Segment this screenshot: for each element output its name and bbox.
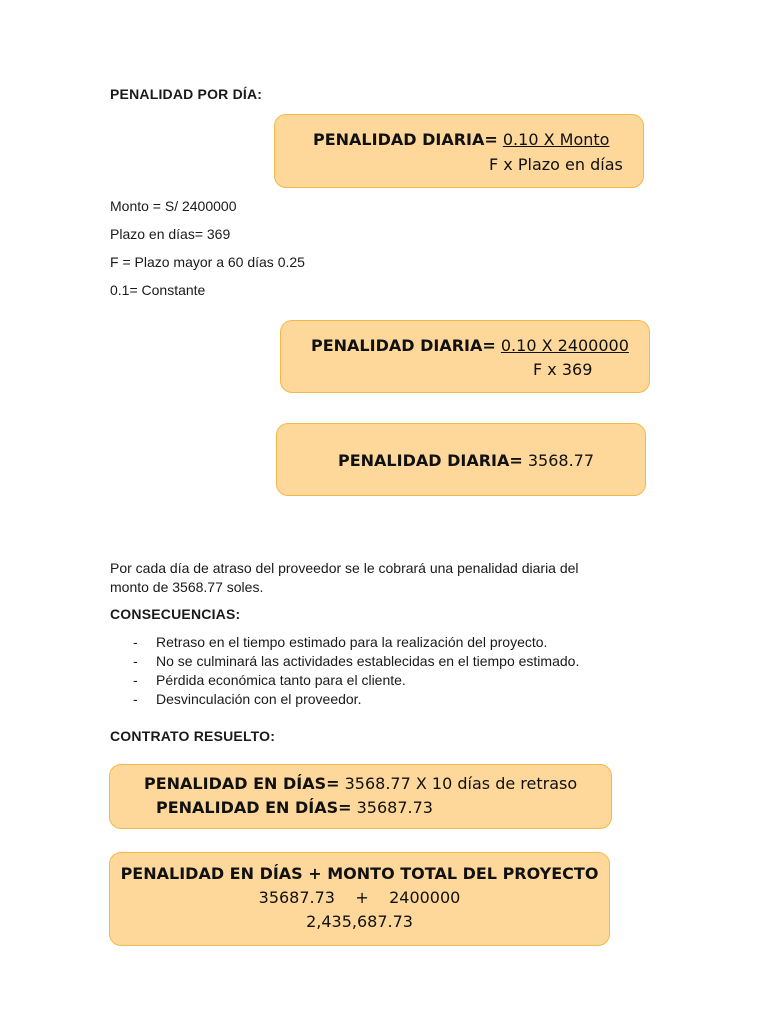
result-label: PENALIDAD DIARIA= xyxy=(338,451,523,470)
paragraph-line-2: monto de 3568.77 soles. xyxy=(110,579,264,595)
days-line1-value: 3568.77 X 10 días de retraso xyxy=(344,774,578,793)
list-item: - Retraso en el tiempo estimado para la realización del proyecto. xyxy=(133,634,548,650)
result-value: 3568.77 xyxy=(527,451,595,470)
variable-monto: Monto = S/ 2400000 xyxy=(110,198,237,214)
formula-numerator: 0.10 X Monto xyxy=(502,130,610,149)
formula-label: PENALIDAD DIARIA= xyxy=(313,130,498,149)
days-penalty-box xyxy=(109,764,612,829)
total-value: 2,435,687.73 xyxy=(306,912,413,931)
days-line2-value: 35687.73 xyxy=(356,798,433,817)
substituted-denominator: F x 369 xyxy=(533,360,593,379)
substituted-formula-box xyxy=(280,320,650,393)
list-item: - No se culminará las actividades establecidas en el tiempo estimado. xyxy=(133,653,580,669)
consequences-heading: CONSECUENCIAS: xyxy=(110,606,241,622)
formula-denominator: F x Plazo en días xyxy=(489,155,623,174)
contract-heading: CONTRATO RESUELTO: xyxy=(110,728,276,744)
list-item: - Desvinculación con el proveedor. xyxy=(133,691,362,707)
days-line2-label: PENALIDAD EN DÍAS= xyxy=(156,798,352,817)
substituted-numerator: 0.10 X 2400000 xyxy=(500,336,629,355)
days-line1-label: PENALIDAD EN DÍAS= xyxy=(144,774,340,793)
section-heading-penalidad-por-dia: PENALIDAD POR DÍA: xyxy=(110,86,263,102)
total-box xyxy=(109,852,610,946)
variable-f: F = Plazo mayor a 60 días 0.25 xyxy=(110,254,305,270)
consequences-list xyxy=(110,634,579,710)
total-title: PENALIDAD EN DÍAS + MONTO TOTAL DEL PROYECTO xyxy=(120,864,599,883)
variable-plazo: Plazo en días= 369 xyxy=(110,226,231,242)
total-sum-line: 35687.73 + 2400000 xyxy=(258,888,461,907)
substituted-label: PENALIDAD DIARIA= xyxy=(311,336,496,355)
paragraph-line-1: Por cada día de atraso del proveedor se le cobrará una penalidad diaria del xyxy=(110,560,579,576)
variable-constante: 0.1= Constante xyxy=(110,282,206,298)
list-item: - Pérdida económica tanto para el cliente. xyxy=(133,672,406,688)
formula-box xyxy=(274,114,644,188)
result-box xyxy=(276,423,646,496)
